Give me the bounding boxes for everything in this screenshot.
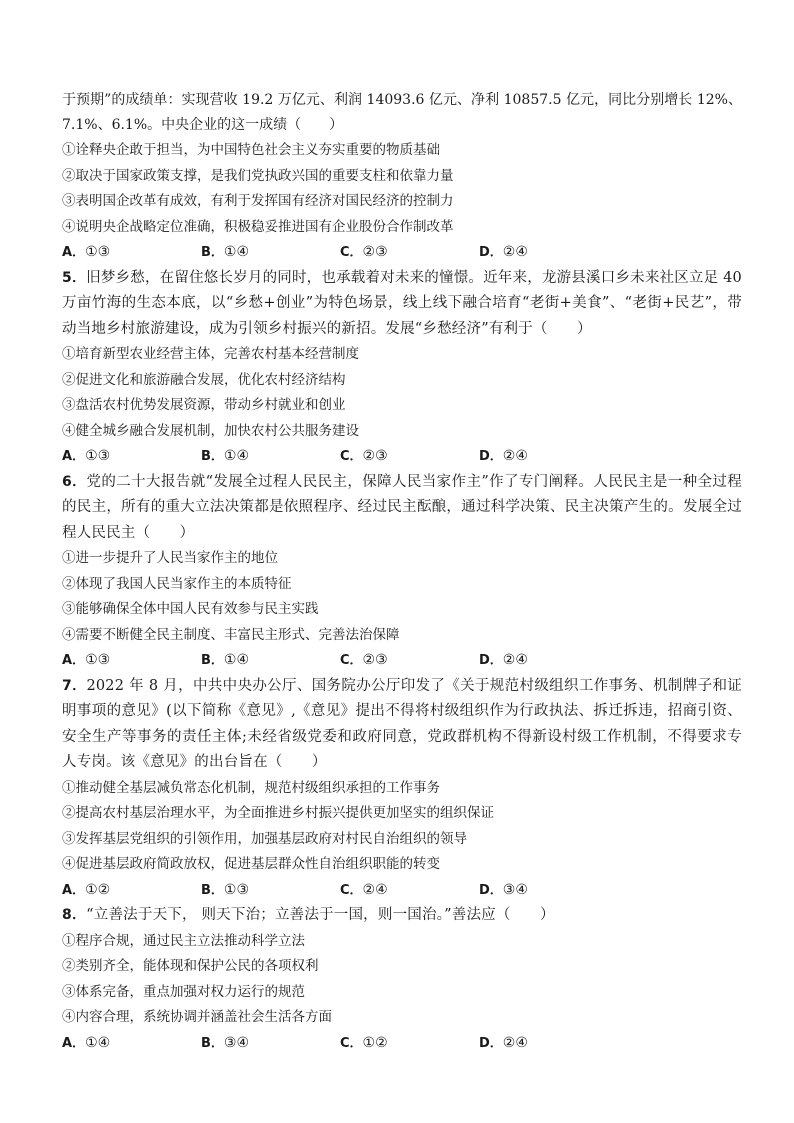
question-5 <box>62 266 742 470</box>
option-3: ③发挥基层党组织的引领作用，加强基层政府对村民自治组织的领导 <box>62 830 467 847</box>
option-2: ②提高农村基层治理水平，为全面推进乡村振兴提供更加坚实的组织保证 <box>62 805 494 821</box>
question-number: 6． <box>62 473 87 490</box>
choice-d: D．②④ <box>479 244 528 260</box>
choice-c: C．②③ <box>340 244 388 260</box>
question-8 <box>62 903 742 1056</box>
choice-b: B．③④ <box>201 1034 250 1051</box>
choice-d: D．③④ <box>479 881 528 898</box>
choice-b: B．①④ <box>201 244 250 260</box>
choice-a: A．①③ <box>62 652 111 668</box>
choice-c: C．②④ <box>340 881 388 898</box>
question-stem: 5．旧梦乡愁，在留住悠长岁月的同时，也承载着对未来的憧憬。近年来，龙游县溪口乡未来社区立足 40 万亩竹海的生态本底，以“乡愁+创业”为特色场景，线上线下融合培育“老街+美食”、“老街+民艺”，带动当地乡村旅游建设，成为引领乡村振兴的新招。发展“乡愁经济”有利于（ ） <box>62 269 742 337</box>
option-4: ④内容合理，系统协调并涵盖社会生活各方面 <box>62 1009 332 1025</box>
option-4: ④健全城乡融合发展机制，加快农村公共服务建设 <box>62 422 359 439</box>
choice-b: B．①④ <box>201 448 250 464</box>
answer-choices <box>62 648 742 674</box>
option-2: ②类别齐全，能体现和保护公民的各项权利 <box>62 958 319 974</box>
option-2: ②促进文化和旅游融合发展，优化农村经济结构 <box>62 371 346 388</box>
option-4: ④说明央企战略定位准确，积极稳妥推进国有企业股份合作制改革 <box>62 218 454 235</box>
choice-b: B．①③ <box>201 881 250 898</box>
option-3: ③表明国企改革有成效，有利于发挥国有经济对国民经济的控制力 <box>62 193 454 209</box>
choice-d: D．②④ <box>479 448 528 464</box>
question-number: 8． <box>62 907 87 923</box>
answer-choices <box>62 878 742 904</box>
question-stem: 8．“立善法于天下， 则天下治；立善法于一国，则一国治。”善法应（ ） <box>62 907 555 923</box>
answer-choices <box>62 240 742 266</box>
option-2: ②体现了我国人民当家作主的本质特征 <box>62 575 292 592</box>
choice-d: D．②④ <box>479 1034 528 1051</box>
question-6 <box>62 470 742 674</box>
question-number: 7． <box>62 677 87 694</box>
choice-c: C．②③ <box>340 652 388 668</box>
option-4: ④需要不断健全民主制度、丰富民主形式、完善法治保障 <box>62 626 400 643</box>
question-stem: 于预期”的成绩单：实现营收 19.2 万亿元、利润 14093.6 亿元、净利 10857.5 亿元，同比分别增长 12%、7.1%、6.1%。中央企业的这一成绩（ ） <box>62 92 742 133</box>
option-1: ①培育新型农业经营主体，完善农村基本经营制度 <box>62 346 359 362</box>
option-3: ③盘活农村优势发展资源，带动乡村就业和创业 <box>62 397 346 413</box>
option-1: ①程序合规，通过民主立法推动科学立法 <box>62 932 305 949</box>
answer-choices <box>62 1031 742 1057</box>
choice-a: A．①② <box>62 881 111 898</box>
option-1: ①推动健全基层减负常态化机制，规范村级组织承担的工作事务 <box>62 779 440 796</box>
question-4-continuation <box>62 88 742 266</box>
choice-d: D．②④ <box>479 652 528 668</box>
choice-c: C．②③ <box>340 448 388 464</box>
question-stem: 7．2022 年 8 月，中共中央办公厅、国务院办公厅印发了《关于规范村级组织工作事务、机制牌子和证明事项的意见》(以下简称《意见》,《意见》提出不得将村级组织作为行政执法、拆迁拆违，招商引资、安全生产等事务的责任主体;未经省级党委和政府同意，党政群机构不得新设村级工作机制，不得要求专人专岗。该《意见》的出台旨在（ ） <box>62 677 742 770</box>
choice-a: A．①③ <box>62 244 111 260</box>
question-7 <box>62 674 742 904</box>
option-1: ①进一步提升了人民当家作主的地位 <box>62 550 278 566</box>
choice-b: B．①④ <box>201 652 250 668</box>
option-3: ③能够确保全体中国人民有效参与民主实践 <box>62 601 319 617</box>
choice-a: A．①③ <box>62 448 111 464</box>
question-stem: 6．党的二十大报告就“发展全过程人民民主，保障人民当家作主”作了专门阐释。人民民主是一种全过程的民主，所有的重大立法决策都是依照程序、经过民主酝酿，通过科学决策、民主决策产生的。发展全过程人民民主（ ） <box>62 473 742 541</box>
option-1: ①诠释央企敢于担当，为中国特色社会主义夯实重要的物质基础 <box>62 142 440 158</box>
option-4: ④促进基层政府简政放权，促进基层群众性自治组织职能的转变 <box>62 856 440 872</box>
option-3: ③体系完备，重点加强对权力运行的规范 <box>62 983 305 1000</box>
choice-c: C．①② <box>340 1034 388 1051</box>
choice-a: A．①④ <box>62 1034 111 1051</box>
exam-page <box>62 88 742 1056</box>
answer-choices <box>62 444 742 470</box>
question-number: 5． <box>62 269 87 286</box>
option-2: ②取决于国家政策支撑，是我们党执政兴国的重要支柱和依靠力量 <box>62 167 454 184</box>
